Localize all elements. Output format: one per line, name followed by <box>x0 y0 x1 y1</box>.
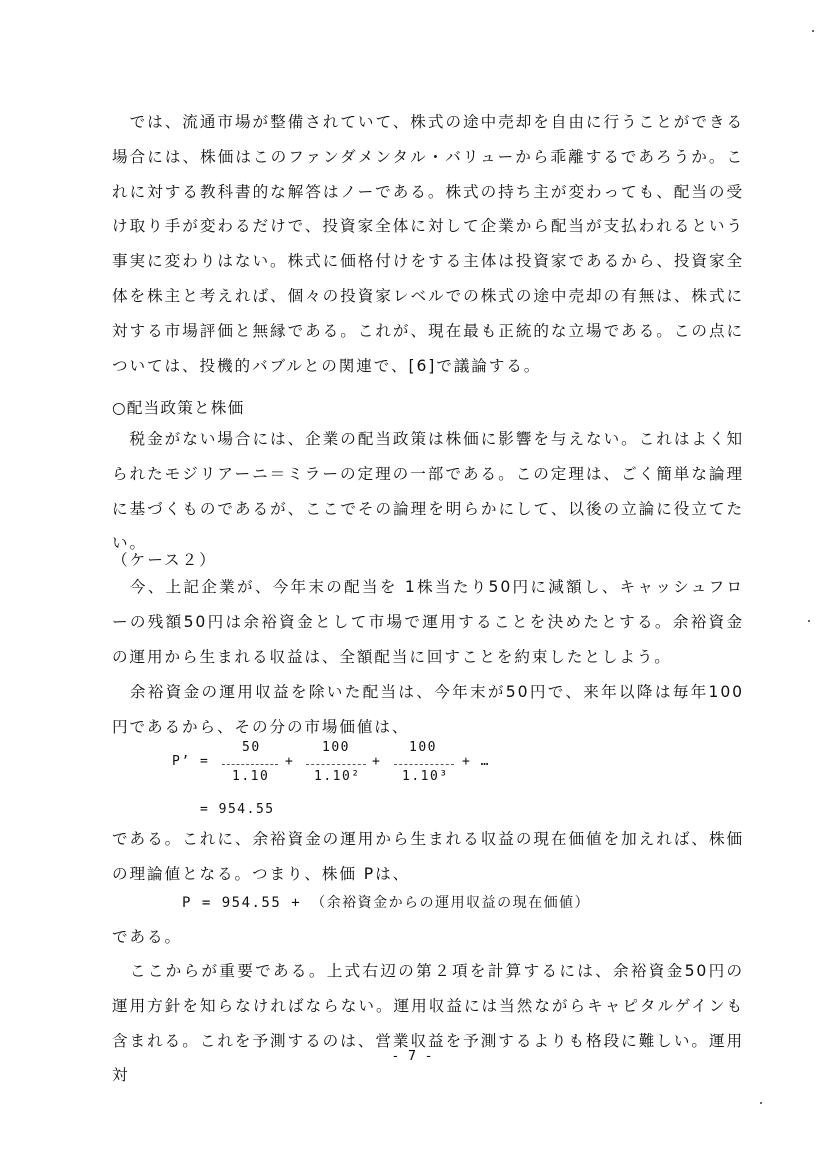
formula-ellipsis: + … <box>462 754 490 769</box>
fraction-bar-2 <box>306 764 366 765</box>
formula-numerator-3: 100 <box>409 740 437 755</box>
fraction-bar-3 <box>394 764 454 765</box>
formula-denominator-3: 1.10³ <box>402 769 449 784</box>
paragraph-de-aru: である。 <box>112 928 182 946</box>
page-number: - 7 - <box>393 1049 434 1064</box>
formula-numerator-2: 100 <box>322 740 350 755</box>
formula-plus-2: + <box>372 754 382 769</box>
scan-speck <box>808 620 810 622</box>
formula-numerator-1: 50 <box>242 740 261 755</box>
formula-result: = 954.55 <box>200 802 275 817</box>
paragraph-secondary-market: では、流通市場が整備されていて、株式の途中売却を自由に行うことができる場合には、株価はこのファンダメンタル・バリューから乖離するであろうか。これに対する教科書的な解答はノーである。株式の持ち主が変わっても、配当の受け取り手が変わるだけで、投資家全体に対して企業から配当が支払われるという事実に変わりはない。株式に価格付けをする主体は投資家であるから、投資家全体を株主と考えれば、個々の投資家レベルでの株式の途中売却の有無は、株式に対する市場評価と無縁である。これが、現在最も正統的な立場である。この点については、投機的バブルとの関連で、[6]で議論する。 <box>112 113 744 375</box>
formula-denominator-2: 1.10² <box>314 769 361 784</box>
paragraph-mm-theorem: 税金がない場合には、企業の配当政策は株価に影響を与えない。これはよく知られたモジリアーニ＝ミラーの定理の一部である。この定理は、ごく簡単な論理に基づくものであるが、ここでその論理を明らかにして、以後の立論に役立てたい。 <box>112 430 744 553</box>
formula-lhs: P’ = <box>172 754 210 769</box>
formula-plus-1: + <box>285 754 295 769</box>
scan-speck <box>760 1102 762 1104</box>
paragraph-market-value: 余裕資金の運用収益を除いた配当は、今年末が50円で、来年以降は毎年100円であるから、その分の市場価値は、 <box>112 683 744 736</box>
formula-denominator-1: 1.10 <box>232 769 270 784</box>
paragraph-important: ここからが重要である。上式右辺の第２項を計算するには、余裕資金50円の運用方針を知らなければならない。運用収益には当然ながらキャピタルゲインも含まれる。これを予測するのは、営業収益を予測するよりも格段に難しい。運用対 <box>112 962 744 1085</box>
scan-speck <box>812 30 814 32</box>
formula-stock-price: P = 954.55 + （余裕資金からの運用収益の現在価値） <box>182 895 591 911</box>
paragraph-case2: 今、上記企業が、今年末の配当を 1株当たり50円に減額し、キャッシュフローの残額50円は余裕資金として市場で運用することを決めたとする。余裕資金の運用から生まれる収益は、全額配当に回すことを約束したとしよう。 <box>112 578 744 666</box>
paragraph-theoretical-price: である。これに、余裕資金の運用から生まれる収益の現在価値を加えれば、株価の理論値となる。つまり、株価 Pは、 <box>112 830 744 883</box>
section-heading-dividend-policy: ○配当政策と株価 <box>112 399 245 417</box>
case-label: （ケース２） <box>112 551 217 569</box>
fraction-bar-1 <box>222 764 278 765</box>
